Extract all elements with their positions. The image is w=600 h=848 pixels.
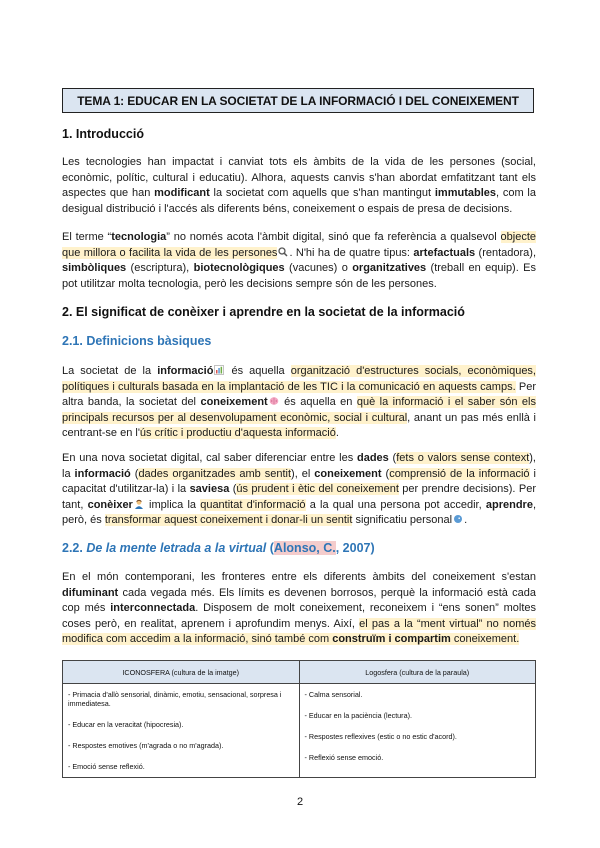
- topic-title: TEMA 1: EDUCAR EN LA SOCIETAT DE LA INFORMACIÓ I DEL CONEIXEMENT: [77, 93, 519, 108]
- virtual-mind-paragraph: En el món contemporani, les fronteres entre els diferents àmbits del coneixement s'estan difuminant cada vegada més. Els límits es devenen borrosos, perquè la informació està cada cop més interconnectada. Disposem de molt coneixement, reconeixem i “ens sonen” moltes coses però, en realitat, aprenem i aprofundim menys. Així, el pas a la “ment virtual” no només modifica com accedim a la informació, sinó també com construïm i compartim coneixement.: [62, 571, 537, 646]
- brain-icon: [269, 396, 279, 406]
- list-item: - Respostes emotives (m'agrada o no m'agrada).: [68, 741, 224, 750]
- topic-title-box: [62, 88, 534, 113]
- table-header-logosfera: Logosfera (cultura de la paraula): [299, 661, 536, 684]
- table-header-iconosfera: ICONOSFERA (cultura de la imatge): [63, 661, 300, 684]
- magnifier-icon: [278, 247, 288, 257]
- person-icon: [134, 499, 144, 509]
- list-item: - Reflexió sense emoció.: [304, 753, 384, 762]
- list-item: - Respostes reflexives (estic o no estic d'acord).: [304, 732, 457, 741]
- definitions-paragraph-2: En una nova societat digital, cal saber diferenciar entre les dades (fets o valors sense context), la informació (dades organitzades amb sentit), el coneixement (comprensió de la informació i capacitat d'utilitzar-la) i la saviesa (ús prudent i ètic del coneixement per prendre decisions). Per tant, conèixer implica la quantitat d'informació a la qual una persona pot accedir, aprendre, però, és transformar aquest coneixement i donar-li un sentit significatiu personal .: [62, 452, 536, 527]
- subsection-2-2-heading: 2.2. De la mente letrada a la virtual (Alonso, C., 2007): [62, 541, 375, 555]
- list-item: - Calma sensorial.: [304, 690, 363, 699]
- list-item: - Educar en la paciència (lectura).: [304, 711, 412, 720]
- comparison-table: [62, 660, 536, 778]
- chart-icon: [214, 365, 224, 375]
- intro-paragraph-1: Les tecnologies han impactat i canviat tots els àmbits de la vida de les persones (social, econòmic, polític, cultural i educatiu). Alhora, aquests canvis s'han abordat emfatitzant tant els aspectes que han modificant la societat com aquells que s'han mantingut immutables, com la desigual distribució i l'accés als diferents béns, coneixement o espais de presa de decisions.: [62, 156, 536, 215]
- logosfera-cell: [299, 684, 536, 778]
- list-item: - Emoció sense reflexió.: [68, 762, 145, 771]
- section-1-heading: 1. Introducció: [62, 127, 144, 141]
- definitions-paragraph-1: La societat de la informació és aquella organització d'estructures socials, econòmiques, polítiques i culturals basada en la implantació de les TIC i la comunicació en aquests camps. Per altra banda, la societat del coneixement és aquella en què la informació i el saber són els principals recursos per al desenvolupament econòmic, social i cultural, anant un pas més enllà i centrant-se en l'ús crític i productiu d'aquesta informació.: [62, 365, 536, 440]
- head-icon: [453, 514, 463, 524]
- iconosfera-cell: [63, 684, 300, 778]
- subsection-2-1-heading: 2.1. Definicions bàsiques: [62, 334, 212, 348]
- intro-paragraph-2: El terme “tecnologia” no només acota l'àmbit digital, sinó que fa referència a qualsevol objecte que millora o facilita la vida de les persones . N'hi ha de quatre tipus: artefactuals (rentadora), simbòliques (escriptura), biotecnològiques (vacunes) o organitzatives (treball en equip). Es pot utilitzar molta tecnologia, però les decisions sempre són de les persones.: [62, 231, 537, 290]
- page-number: 2: [296, 796, 304, 808]
- list-item: - Primacia d'allò sensorial, dinàmic, emotiu, sensacional, sorpresa i immediatesa.: [68, 690, 282, 708]
- section-2-heading: 2. El significat de conèixer i aprendre en la societat de la informació: [62, 305, 465, 319]
- table-header-row: [63, 661, 536, 684]
- list-item: - Educar en la veracitat (hipocresia).: [68, 720, 184, 729]
- table-row: [63, 684, 536, 778]
